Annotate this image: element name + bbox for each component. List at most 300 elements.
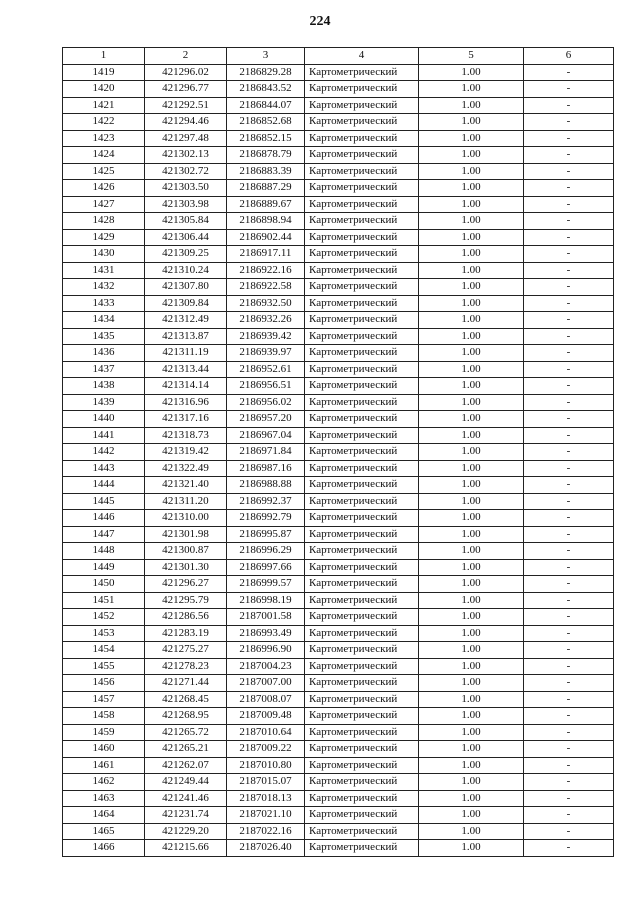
y-coordinate-cell: 2186993.49 [227, 625, 305, 642]
point-number-cell: 1441 [63, 427, 145, 444]
x-coordinate-cell: 421310.00 [145, 510, 227, 527]
table-row [63, 114, 614, 131]
note-cell: - [524, 163, 614, 180]
y-coordinate-cell: 2186971.84 [227, 444, 305, 461]
table-row [63, 757, 614, 774]
y-coordinate-cell: 2187009.22 [227, 741, 305, 758]
y-coordinate-cell: 2186995.87 [227, 526, 305, 543]
method-cell: Картометрический [305, 163, 419, 180]
precision-cell: 1.00 [419, 213, 524, 230]
column-header-6: 6 [524, 48, 614, 65]
method-cell: Картометрический [305, 378, 419, 395]
table-row [63, 774, 614, 791]
y-coordinate-cell: 2187010.80 [227, 757, 305, 774]
note-cell: - [524, 427, 614, 444]
table-row [63, 526, 614, 543]
method-cell: Картометрический [305, 493, 419, 510]
precision-cell: 1.00 [419, 328, 524, 345]
point-number-cell: 1422 [63, 114, 145, 131]
table-row [63, 576, 614, 593]
table-row [63, 625, 614, 642]
note-cell: - [524, 625, 614, 642]
table-row [63, 361, 614, 378]
point-number-cell: 1420 [63, 81, 145, 98]
point-number-cell: 1462 [63, 774, 145, 791]
y-coordinate-cell: 2186844.07 [227, 97, 305, 114]
table-row [63, 295, 614, 312]
note-cell: - [524, 576, 614, 593]
y-coordinate-cell: 2187026.40 [227, 840, 305, 857]
x-coordinate-cell: 421262.07 [145, 757, 227, 774]
x-coordinate-cell: 421300.87 [145, 543, 227, 560]
x-coordinate-cell: 421318.73 [145, 427, 227, 444]
table-row [63, 81, 614, 98]
column-header-1: 1 [63, 48, 145, 65]
precision-cell: 1.00 [419, 790, 524, 807]
precision-cell: 1.00 [419, 741, 524, 758]
point-number-cell: 1445 [63, 493, 145, 510]
precision-cell: 1.00 [419, 675, 524, 692]
y-coordinate-cell: 2187010.64 [227, 724, 305, 741]
y-coordinate-cell: 2186852.15 [227, 130, 305, 147]
method-cell: Картометрический [305, 97, 419, 114]
method-cell: Картометрический [305, 510, 419, 527]
y-coordinate-cell: 2186887.29 [227, 180, 305, 197]
method-cell: Картометрический [305, 774, 419, 791]
point-number-cell: 1463 [63, 790, 145, 807]
point-number-cell: 1436 [63, 345, 145, 362]
y-coordinate-cell: 2186932.50 [227, 295, 305, 312]
note-cell: - [524, 229, 614, 246]
method-cell: Картометрический [305, 658, 419, 675]
point-number-cell: 1457 [63, 691, 145, 708]
table-row [63, 378, 614, 395]
table-row [63, 592, 614, 609]
point-number-cell: 1454 [63, 642, 145, 659]
point-number-cell: 1456 [63, 675, 145, 692]
method-cell: Картометрический [305, 790, 419, 807]
table-row [63, 97, 614, 114]
note-cell: - [524, 510, 614, 527]
x-coordinate-cell: 421283.19 [145, 625, 227, 642]
table-row [63, 658, 614, 675]
precision-cell: 1.00 [419, 97, 524, 114]
note-cell: - [524, 147, 614, 164]
method-cell: Картометрический [305, 477, 419, 494]
x-coordinate-cell: 421278.23 [145, 658, 227, 675]
y-coordinate-cell: 2187021.10 [227, 807, 305, 824]
y-coordinate-cell: 2187004.23 [227, 658, 305, 675]
table-row [63, 642, 614, 659]
precision-cell: 1.00 [419, 312, 524, 329]
table-row [63, 262, 614, 279]
note-cell: - [524, 741, 614, 758]
point-number-cell: 1459 [63, 724, 145, 741]
x-coordinate-cell: 421231.74 [145, 807, 227, 824]
table-body [63, 64, 614, 856]
precision-cell: 1.00 [419, 163, 524, 180]
point-number-cell: 1447 [63, 526, 145, 543]
method-cell: Картометрический [305, 807, 419, 824]
method-cell: Картометрический [305, 295, 419, 312]
note-cell: - [524, 97, 614, 114]
table-row [63, 444, 614, 461]
note-cell: - [524, 312, 614, 329]
x-coordinate-cell: 421319.42 [145, 444, 227, 461]
method-cell: Картометрический [305, 312, 419, 329]
method-cell: Картометрический [305, 708, 419, 725]
x-coordinate-cell: 421309.84 [145, 295, 227, 312]
method-cell: Картометрический [305, 213, 419, 230]
note-cell: - [524, 130, 614, 147]
table-row [63, 229, 614, 246]
point-number-cell: 1434 [63, 312, 145, 329]
x-coordinate-cell: 421296.77 [145, 81, 227, 98]
method-cell: Картометрический [305, 147, 419, 164]
note-cell: - [524, 279, 614, 296]
point-number-cell: 1440 [63, 411, 145, 428]
table-row [63, 691, 614, 708]
column-header-5: 5 [419, 48, 524, 65]
table-row [63, 724, 614, 741]
y-coordinate-cell: 2186939.42 [227, 328, 305, 345]
point-number-cell: 1421 [63, 97, 145, 114]
y-coordinate-cell: 2186883.39 [227, 163, 305, 180]
method-cell: Картометрический [305, 64, 419, 81]
x-coordinate-cell: 421303.50 [145, 180, 227, 197]
point-number-cell: 1433 [63, 295, 145, 312]
note-cell: - [524, 807, 614, 824]
point-number-cell: 1439 [63, 394, 145, 411]
x-coordinate-cell: 421303.98 [145, 196, 227, 213]
x-coordinate-cell: 421307.80 [145, 279, 227, 296]
precision-cell: 1.00 [419, 361, 524, 378]
table-row [63, 312, 614, 329]
page-number: 224 [309, 14, 331, 29]
x-coordinate-cell: 421271.44 [145, 675, 227, 692]
note-cell: - [524, 774, 614, 791]
precision-cell: 1.00 [419, 411, 524, 428]
precision-cell: 1.00 [419, 427, 524, 444]
point-number-cell: 1426 [63, 180, 145, 197]
y-coordinate-cell: 2186829.28 [227, 64, 305, 81]
x-coordinate-cell: 421301.98 [145, 526, 227, 543]
table-row [63, 279, 614, 296]
table-row [63, 477, 614, 494]
x-coordinate-cell: 421313.44 [145, 361, 227, 378]
y-coordinate-cell: 2186957.20 [227, 411, 305, 428]
table-row [63, 675, 614, 692]
x-coordinate-cell: 421295.79 [145, 592, 227, 609]
precision-cell: 1.00 [419, 691, 524, 708]
note-cell: - [524, 361, 614, 378]
precision-cell: 1.00 [419, 493, 524, 510]
method-cell: Картометрический [305, 642, 419, 659]
x-coordinate-cell: 421286.56 [145, 609, 227, 626]
precision-cell: 1.00 [419, 526, 524, 543]
note-cell: - [524, 196, 614, 213]
point-number-cell: 1435 [63, 328, 145, 345]
note-cell: - [524, 840, 614, 857]
table-row [63, 246, 614, 263]
x-coordinate-cell: 421322.49 [145, 460, 227, 477]
note-cell: - [524, 790, 614, 807]
point-number-cell: 1452 [63, 609, 145, 626]
table-row [63, 460, 614, 477]
note-cell: - [524, 592, 614, 609]
table-row [63, 163, 614, 180]
column-header-2: 2 [145, 48, 227, 65]
table-row [63, 180, 614, 197]
y-coordinate-cell: 2186998.19 [227, 592, 305, 609]
precision-cell: 1.00 [419, 147, 524, 164]
method-cell: Картометрический [305, 262, 419, 279]
method-cell: Картометрический [305, 361, 419, 378]
precision-cell: 1.00 [419, 609, 524, 626]
note-cell: - [524, 493, 614, 510]
table-row [63, 345, 614, 362]
precision-cell: 1.00 [419, 774, 524, 791]
y-coordinate-cell: 2187015.07 [227, 774, 305, 791]
method-cell: Картометрический [305, 757, 419, 774]
y-coordinate-cell: 2187008.07 [227, 691, 305, 708]
note-cell: - [524, 526, 614, 543]
y-coordinate-cell: 2186996.29 [227, 543, 305, 560]
note-cell: - [524, 411, 614, 428]
point-number-cell: 1437 [63, 361, 145, 378]
method-cell: Картометрический [305, 328, 419, 345]
note-cell: - [524, 295, 614, 312]
note-cell: - [524, 691, 614, 708]
y-coordinate-cell: 2186956.51 [227, 378, 305, 395]
column-header-3: 3 [227, 48, 305, 65]
point-number-cell: 1423 [63, 130, 145, 147]
y-coordinate-cell: 2186878.79 [227, 147, 305, 164]
x-coordinate-cell: 421296.27 [145, 576, 227, 593]
precision-cell: 1.00 [419, 345, 524, 362]
precision-cell: 1.00 [419, 642, 524, 659]
method-cell: Картометрический [305, 675, 419, 692]
y-coordinate-cell: 2187022.16 [227, 823, 305, 840]
x-coordinate-cell: 421296.02 [145, 64, 227, 81]
x-coordinate-cell: 421317.16 [145, 411, 227, 428]
precision-cell: 1.00 [419, 823, 524, 840]
table-header-row [63, 48, 614, 65]
precision-cell: 1.00 [419, 510, 524, 527]
precision-cell: 1.00 [419, 757, 524, 774]
point-number-cell: 1458 [63, 708, 145, 725]
precision-cell: 1.00 [419, 64, 524, 81]
x-coordinate-cell: 421292.51 [145, 97, 227, 114]
point-number-cell: 1428 [63, 213, 145, 230]
x-coordinate-cell: 421311.19 [145, 345, 227, 362]
point-number-cell: 1438 [63, 378, 145, 395]
point-number-cell: 1465 [63, 823, 145, 840]
note-cell: - [524, 345, 614, 362]
precision-cell: 1.00 [419, 708, 524, 725]
table-row [63, 394, 614, 411]
table-row [63, 493, 614, 510]
coordinates-table [62, 47, 614, 857]
method-cell: Картометрический [305, 246, 419, 263]
y-coordinate-cell: 2186996.90 [227, 642, 305, 659]
method-cell: Картометрический [305, 823, 419, 840]
table-row [63, 147, 614, 164]
x-coordinate-cell: 421268.45 [145, 691, 227, 708]
y-coordinate-cell: 2187009.48 [227, 708, 305, 725]
y-coordinate-cell: 2186956.02 [227, 394, 305, 411]
point-number-cell: 1466 [63, 840, 145, 857]
point-number-cell: 1446 [63, 510, 145, 527]
y-coordinate-cell: 2186992.79 [227, 510, 305, 527]
point-number-cell: 1431 [63, 262, 145, 279]
y-coordinate-cell: 2186967.04 [227, 427, 305, 444]
y-coordinate-cell: 2187001.58 [227, 609, 305, 626]
method-cell: Картометрический [305, 130, 419, 147]
precision-cell: 1.00 [419, 592, 524, 609]
precision-cell: 1.00 [419, 658, 524, 675]
note-cell: - [524, 180, 614, 197]
x-coordinate-cell: 421229.20 [145, 823, 227, 840]
y-coordinate-cell: 2186999.57 [227, 576, 305, 593]
y-coordinate-cell: 2187007.00 [227, 675, 305, 692]
precision-cell: 1.00 [419, 840, 524, 857]
point-number-cell: 1461 [63, 757, 145, 774]
point-number-cell: 1419 [63, 64, 145, 81]
table-row [63, 807, 614, 824]
note-cell: - [524, 378, 614, 395]
x-coordinate-cell: 421313.87 [145, 328, 227, 345]
point-number-cell: 1453 [63, 625, 145, 642]
y-coordinate-cell: 2186917.11 [227, 246, 305, 263]
column-header-4: 4 [305, 48, 419, 65]
y-coordinate-cell: 2186852.68 [227, 114, 305, 131]
note-cell: - [524, 262, 614, 279]
method-cell: Картометрический [305, 196, 419, 213]
note-cell: - [524, 642, 614, 659]
table-row [63, 741, 614, 758]
precision-cell: 1.00 [419, 246, 524, 263]
point-number-cell: 1450 [63, 576, 145, 593]
table-row [63, 543, 614, 560]
method-cell: Картометрический [305, 526, 419, 543]
note-cell: - [524, 823, 614, 840]
table-row [63, 559, 614, 576]
method-cell: Картометрический [305, 741, 419, 758]
y-coordinate-cell: 2186992.37 [227, 493, 305, 510]
method-cell: Картометрический [305, 345, 419, 362]
precision-cell: 1.00 [419, 295, 524, 312]
method-cell: Картометрический [305, 576, 419, 593]
precision-cell: 1.00 [419, 114, 524, 131]
table-row [63, 823, 614, 840]
note-cell: - [524, 543, 614, 560]
method-cell: Картометрический [305, 229, 419, 246]
table-row [63, 328, 614, 345]
method-cell: Картометрический [305, 609, 419, 626]
method-cell: Картометрический [305, 444, 419, 461]
point-number-cell: 1444 [63, 477, 145, 494]
note-cell: - [524, 658, 614, 675]
precision-cell: 1.00 [419, 196, 524, 213]
point-number-cell: 1448 [63, 543, 145, 560]
precision-cell: 1.00 [419, 444, 524, 461]
note-cell: - [524, 328, 614, 345]
method-cell: Картометрический [305, 543, 419, 560]
x-coordinate-cell: 421294.46 [145, 114, 227, 131]
method-cell: Картометрический [305, 279, 419, 296]
precision-cell: 1.00 [419, 229, 524, 246]
precision-cell: 1.00 [419, 130, 524, 147]
x-coordinate-cell: 421275.27 [145, 642, 227, 659]
note-cell: - [524, 81, 614, 98]
precision-cell: 1.00 [419, 394, 524, 411]
note-cell: - [524, 477, 614, 494]
y-coordinate-cell: 2187018.13 [227, 790, 305, 807]
y-coordinate-cell: 2186843.52 [227, 81, 305, 98]
note-cell: - [524, 724, 614, 741]
method-cell: Картометрический [305, 81, 419, 98]
y-coordinate-cell: 2186902.44 [227, 229, 305, 246]
precision-cell: 1.00 [419, 378, 524, 395]
note-cell: - [524, 757, 614, 774]
x-coordinate-cell: 421310.24 [145, 262, 227, 279]
point-number-cell: 1424 [63, 147, 145, 164]
table-row [63, 411, 614, 428]
method-cell: Картометрический [305, 625, 419, 642]
table-row [63, 708, 614, 725]
table-row [63, 510, 614, 527]
table-row [63, 130, 614, 147]
precision-cell: 1.00 [419, 724, 524, 741]
precision-cell: 1.00 [419, 576, 524, 593]
x-coordinate-cell: 421241.46 [145, 790, 227, 807]
x-coordinate-cell: 421302.72 [145, 163, 227, 180]
note-cell: - [524, 213, 614, 230]
point-number-cell: 1430 [63, 246, 145, 263]
x-coordinate-cell: 421314.14 [145, 378, 227, 395]
x-coordinate-cell: 421306.44 [145, 229, 227, 246]
note-cell: - [524, 675, 614, 692]
method-cell: Картометрический [305, 427, 419, 444]
y-coordinate-cell: 2186932.26 [227, 312, 305, 329]
y-coordinate-cell: 2186898.94 [227, 213, 305, 230]
note-cell: - [524, 64, 614, 81]
note-cell: - [524, 559, 614, 576]
x-coordinate-cell: 421265.72 [145, 724, 227, 741]
note-cell: - [524, 460, 614, 477]
table-row [63, 840, 614, 857]
method-cell: Картометрический [305, 394, 419, 411]
precision-cell: 1.00 [419, 625, 524, 642]
method-cell: Картометрический [305, 691, 419, 708]
method-cell: Картометрический [305, 840, 419, 857]
note-cell: - [524, 394, 614, 411]
method-cell: Картометрический [305, 592, 419, 609]
y-coordinate-cell: 2186987.16 [227, 460, 305, 477]
point-number-cell: 1464 [63, 807, 145, 824]
x-coordinate-cell: 421305.84 [145, 213, 227, 230]
method-cell: Картометрический [305, 460, 419, 477]
note-cell: - [524, 444, 614, 461]
y-coordinate-cell: 2186939.97 [227, 345, 305, 362]
precision-cell: 1.00 [419, 81, 524, 98]
point-number-cell: 1427 [63, 196, 145, 213]
precision-cell: 1.00 [419, 543, 524, 560]
method-cell: Картометрический [305, 559, 419, 576]
x-coordinate-cell: 421309.25 [145, 246, 227, 263]
x-coordinate-cell: 421312.49 [145, 312, 227, 329]
